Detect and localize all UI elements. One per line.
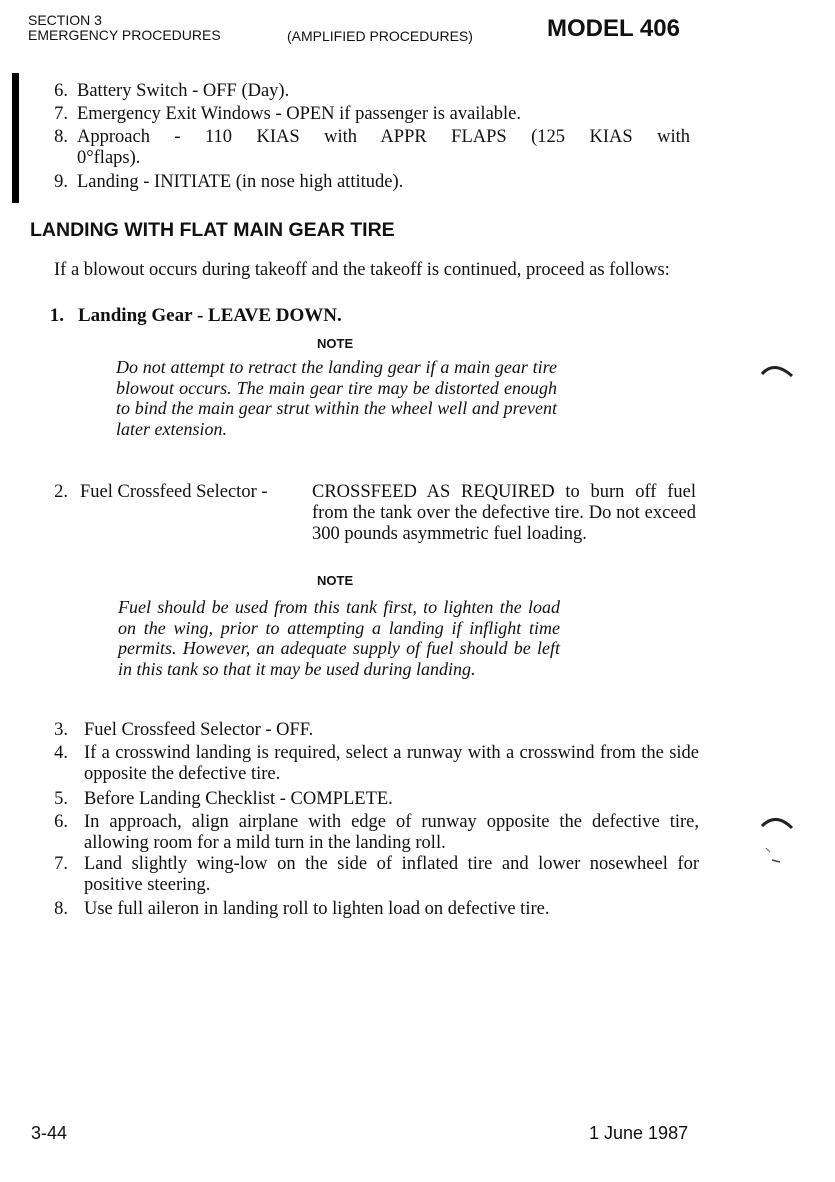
item-number: 8. [54, 899, 68, 919]
note-text: Fuel should be used from this tank first, to lighten the load on the wing, prior to attempting a landing if inflight time permits. However, an adequate supply of fuel should be left in this tank so that it may be used during landing. [118, 597, 560, 679]
section-header [28, 13, 221, 43]
item-text: Landing Gear - LEAVE DOWN. [78, 305, 342, 326]
item-text: Battery Switch - OFF (Day). [77, 81, 290, 101]
item-number: 3. [54, 720, 68, 740]
item-number: 4. [54, 743, 68, 763]
model-title: MODEL 406 [547, 15, 680, 42]
amplified-label: (AMPLIFIED PROCEDURES) [287, 28, 473, 44]
item-text: CROSSFEED AS REQUIRED to burn off fuel from the tank over the defective tire. Do not exceed 300 pounds asymmetric fuel loading. [312, 482, 696, 544]
margin-mark [760, 812, 800, 872]
margin-mark [760, 360, 800, 400]
item-text: In approach, align airplane with edge of runway opposite the defective tire, allowing room for a mild turn in the landing roll. [84, 812, 699, 853]
item-text: Land slightly wing-low on the side of inflated tire and lower nosewheel for positive steering. [84, 854, 699, 895]
item-text: Use full aileron in landing roll to lighten load on defective tire. [84, 899, 550, 919]
note-label: NOTE [317, 336, 354, 351]
section-number: SECTION 3 [28, 12, 102, 28]
item-text: Landing - INITIATE (in nose high attitude). [77, 172, 404, 192]
item-label: Fuel Crossfeed Selector - [80, 482, 268, 502]
item-text: If a crosswind landing is required, select a runway with a crosswind from the side opposite the defective tire. [84, 743, 699, 784]
section-heading: LANDING WITH FLAT MAIN GEAR TIRE [30, 219, 395, 241]
item-text-continued: 0°flaps). [77, 148, 141, 168]
note-text: Do not attempt to retract the landing gear if a main gear tire blowout occurs. The main gear tire may be distorted enough to bind the main gear strut within the wheel well and prevent later extension. [116, 357, 557, 439]
item-text: Fuel Crossfeed Selector - OFF. [84, 720, 314, 740]
note-label: NOTE [317, 573, 354, 588]
item-number: 5. [54, 789, 68, 809]
intro-paragraph: If a blowout occurs during takeoff and the takeoff is continued, proceed as follows: [54, 260, 670, 280]
item-number: 2. [54, 482, 68, 502]
item-number: 7. [54, 104, 68, 124]
item-number: 8. [54, 127, 68, 147]
page-date: 1 June 1987 [589, 1123, 689, 1143]
item-number: 1. [49, 305, 64, 326]
item-number: 6. [54, 81, 68, 101]
section-title: EMERGENCY PROCEDURES [28, 27, 221, 43]
item-number: 6. [54, 812, 68, 832]
change-bar [12, 73, 19, 203]
item-text: Before Landing Checklist - COMPLETE. [84, 789, 393, 809]
item-number: 7. [54, 854, 68, 874]
item-text: Approach - 110 KIAS with APPR FLAPS (125 KIAS with [77, 127, 690, 147]
item-number: 9. [54, 172, 68, 192]
item-text: Emergency Exit Windows - OPEN if passenger is available. [77, 104, 522, 124]
page-number: 3-44 [31, 1123, 68, 1143]
